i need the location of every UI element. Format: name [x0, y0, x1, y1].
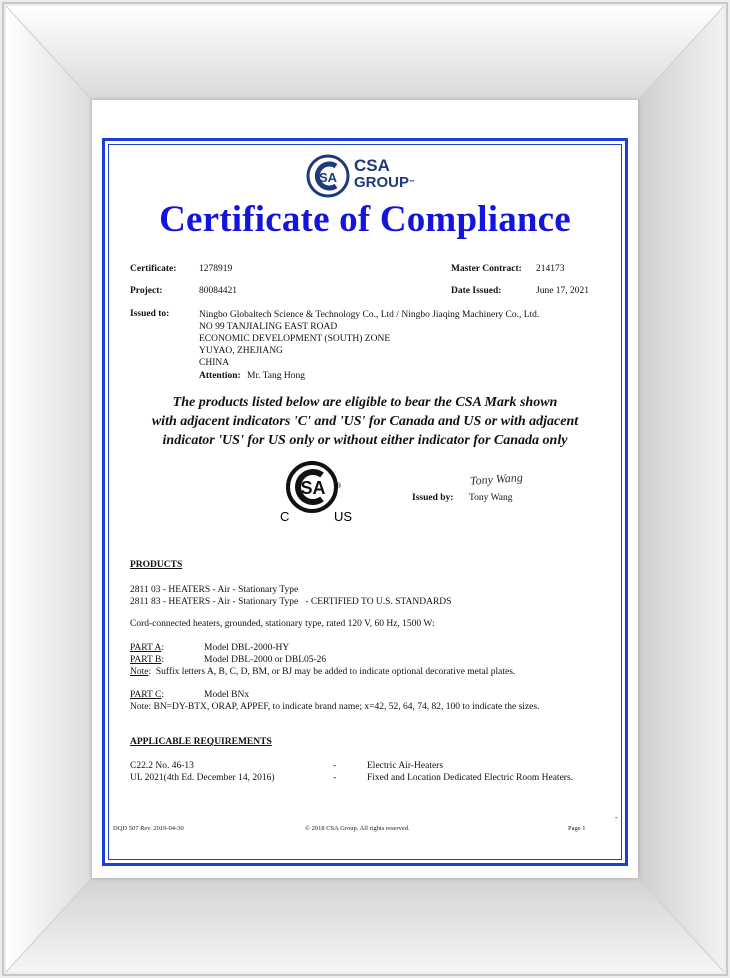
registered-mark: ®: [336, 483, 342, 490]
eligibility-line: indicator 'US' for US only or without either indicator for Canada only: [162, 433, 568, 448]
product-class-list: [130, 584, 451, 608]
svg-text:SA: SA: [318, 170, 338, 185]
csa-logo-line1: CSA: [354, 156, 390, 175]
eligibility-line: with adjacent indicators 'C' and 'US' for Canada and US or with adjacent: [151, 414, 579, 429]
requirement-dash: -: [333, 761, 337, 771]
master-contract-number: 214173: [536, 264, 565, 274]
address-line: ECONOMIC DEVELOPMENT (SOUTH) ZONE: [199, 334, 391, 344]
csa-logo-line2: GROUP™: [354, 174, 416, 191]
csa-group-logo-icon: [305, 153, 351, 199]
footer-mark: -: [615, 813, 618, 822]
csa-certification-mark-icon: [286, 458, 338, 516]
address-line: NO 99 TANJIALING EAST ROAD: [199, 322, 338, 332]
part-c-note: Note: BN=DY-BTX, ORAP, APPEF, to indicate brand name; x=42, 52, 64, 74, 82, 100 to indicate the sizes.: [130, 702, 540, 712]
certificate-border-inner: [108, 144, 622, 860]
eligibility-statement: [105, 393, 625, 450]
address-line: Ningbo Globaltech Science & Technology Co., Ltd / Ningbo Jiaqing Machinery Co., Ltd.: [199, 310, 540, 320]
mark-indicator-c: C: [280, 509, 290, 524]
product-class: 2811 83 - HEATERS - Air - Stationary Type - CERTIFIED TO U.S. STANDARDS: [130, 597, 452, 607]
date-issued-label: Date Issued:: [451, 286, 502, 296]
issued-to-label: Issued to:: [130, 309, 170, 319]
footer-page-number: Page 1: [568, 825, 586, 832]
part-c-value: Model BNx: [204, 690, 250, 700]
part-a-label: PART A:: [130, 643, 165, 653]
part-c-label: PART C:: [130, 690, 165, 700]
requirement-dash: -: [333, 773, 337, 783]
signature: Tony Wang: [469, 470, 524, 488]
part-a-value: Model DBL-2000-HY: [204, 643, 290, 653]
requirement-standard: C22.2 No. 46-13: [130, 761, 194, 771]
attention-label: Attention:: [199, 371, 241, 381]
master-contract-label: Master Contract:: [451, 264, 522, 274]
part-b-note: Note: Suffix letters A, B, C, D, BM, or BJ may be added to indicate optional decorative metal plates.: [130, 667, 516, 677]
requirements-heading: APPLICABLE REQUIREMENTS: [130, 737, 272, 747]
certificate-number: 1278919: [199, 264, 233, 274]
certificate-title: Certificate of Compliance: [159, 199, 571, 240]
certificate-label: Certificate:: [130, 264, 177, 274]
requirement-description: Electric Air-Heaters: [367, 761, 444, 771]
eligibility-line: The products listed below are eligible to bear the CSA Mark shown: [172, 395, 558, 410]
address-line: CHINA: [199, 358, 230, 368]
part-b-value: Model DBL-2000 or DBL05-26: [204, 655, 327, 665]
address-line: YUYAO, ZHEJIANG: [199, 346, 283, 356]
mark-indicator-us: US: [334, 509, 353, 524]
product-class: 2811 03 - HEATERS - Air - Stationary Type: [130, 585, 299, 595]
project-number: 80084421: [199, 286, 237, 296]
issued-by-label: Issued by:: [412, 493, 454, 503]
footer-revision: DQD 507 Rev. 2019-04-30: [113, 825, 184, 832]
requirement-standard: UL 2021(4th Ed. December 14, 2016): [130, 773, 275, 783]
requirement-description: Fixed and Location Dedicated Electric Room Heaters.: [367, 773, 574, 783]
footer-copyright: © 2018 CSA Group. All rights reserved.: [305, 825, 410, 832]
project-label: Project:: [130, 286, 163, 296]
date-issued-value: June 17, 2021: [536, 286, 590, 296]
part-b-label: PART B:: [130, 655, 165, 665]
issued-to-address: [199, 309, 539, 369]
issued-by-name: Tony Wang: [469, 493, 513, 503]
svg-text:SA: SA: [300, 478, 326, 498]
products-heading: PRODUCTS: [130, 560, 183, 570]
product-description: Cord-connected heaters, grounded, stationary type, rated 120 V, 60 Hz, 1500 W:: [130, 619, 435, 629]
attention-value: Mr. Tang Hong: [247, 371, 306, 381]
